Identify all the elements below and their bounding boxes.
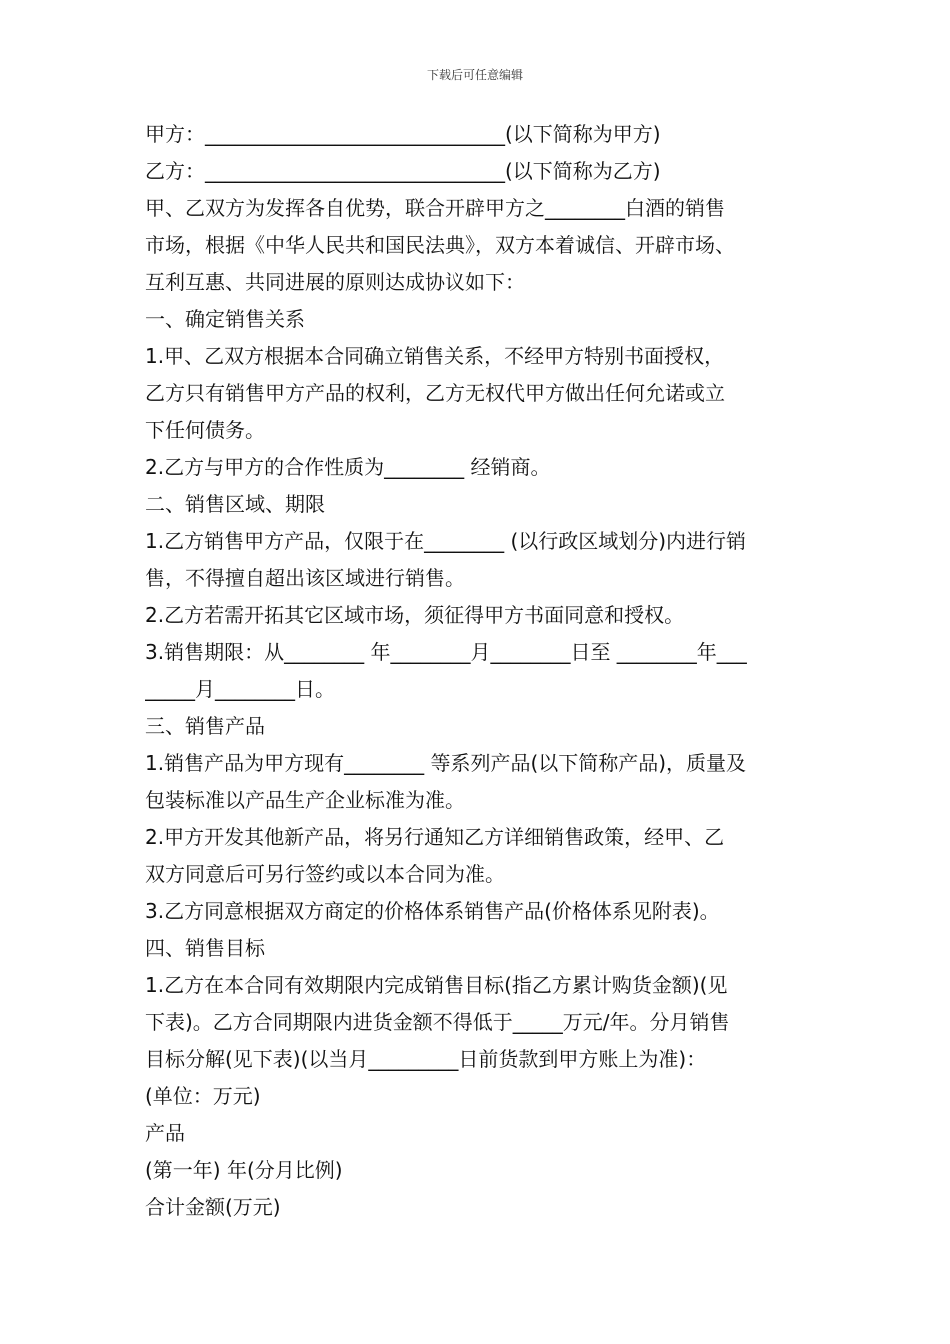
section-heading: 二、销售区域、期限: [145, 492, 325, 516]
unit-note: (单位：万元): [145, 1084, 261, 1108]
table-label: 合计金额(万元): [145, 1195, 281, 1219]
preamble-line: 市场，根据《中华人民共和国民法典》，双方本着诚信、开辟市场、: [145, 233, 735, 257]
clause-line: 1.乙方销售甲方产品，仅限于在________ (以行政区域划分)内进行销: [145, 529, 747, 553]
clause-line: 2.乙方与甲方的合作性质为________ 经销商。: [145, 455, 551, 479]
clause-line: 目标分解(见下表)(以当月_________日前货款到甲方账上为准)：: [145, 1047, 707, 1071]
clause-line: 下任何债务。: [145, 418, 265, 442]
section-heading: 四、销售目标: [145, 936, 265, 960]
contract-body: [145, 116, 835, 1226]
table-label: (第一年) 年(分月比例): [145, 1158, 343, 1182]
section-heading: 一、确定销售关系: [145, 307, 305, 331]
party-a-line: 甲方：______________________________(以下简称为甲方): [145, 122, 661, 146]
clause-line: 下表)。乙方合同期限内进货金额不得低于_____万元/年。分月销售: [145, 1010, 730, 1034]
clause-line: 乙方只有销售甲方产品的权利，乙方无权代甲方做出任何允诺或立: [145, 381, 725, 405]
clause-line: 1.甲、乙双方根据本合同确立销售关系，不经甲方特别书面授权，: [145, 344, 725, 368]
clause-line: _____月________日。: [145, 677, 335, 701]
clause-line: 2.乙方若需开拓其它区域市场，须征得甲方书面同意和授权。: [145, 603, 685, 627]
clause-line: 3.乙方同意根据双方商定的价格体系销售产品(价格体系见附表)。: [145, 899, 720, 923]
clause-line: 1.销售产品为甲方现有________ 等系列产品(以下简称产品)，质量及: [145, 751, 747, 775]
preamble-line: 甲、乙双方为发挥各自优势，联合开辟甲方之________白酒的销售: [145, 196, 725, 220]
clause-line: 1.乙方在本合同有效期限内完成销售目标(指乙方累计购货金额)(见: [145, 973, 728, 997]
party-b-line: 乙方：______________________________(以下简称为乙方): [145, 159, 661, 183]
clause-line: 2.甲方开发其他新产品，将另行通知乙方详细销售政策，经甲、乙: [145, 825, 725, 849]
section-heading: 三、销售产品: [145, 714, 265, 738]
clause-line: 包装标准以产品生产企业标准为准。: [145, 788, 465, 812]
preamble-line: 互利互惠、共同进展的原则达成协议如下：: [145, 270, 525, 294]
header-note: 下载后可任意编辑: [426, 68, 523, 82]
clause-line: 售，不得擅自超出该区域进行销售。: [145, 566, 465, 590]
clause-line: 3.销售期限：从________ 年________月________日至 ________年___: [145, 640, 747, 664]
clause-line: 双方同意后可另行签约或以本合同为准。: [145, 862, 505, 886]
table-label: 产品: [145, 1121, 185, 1145]
